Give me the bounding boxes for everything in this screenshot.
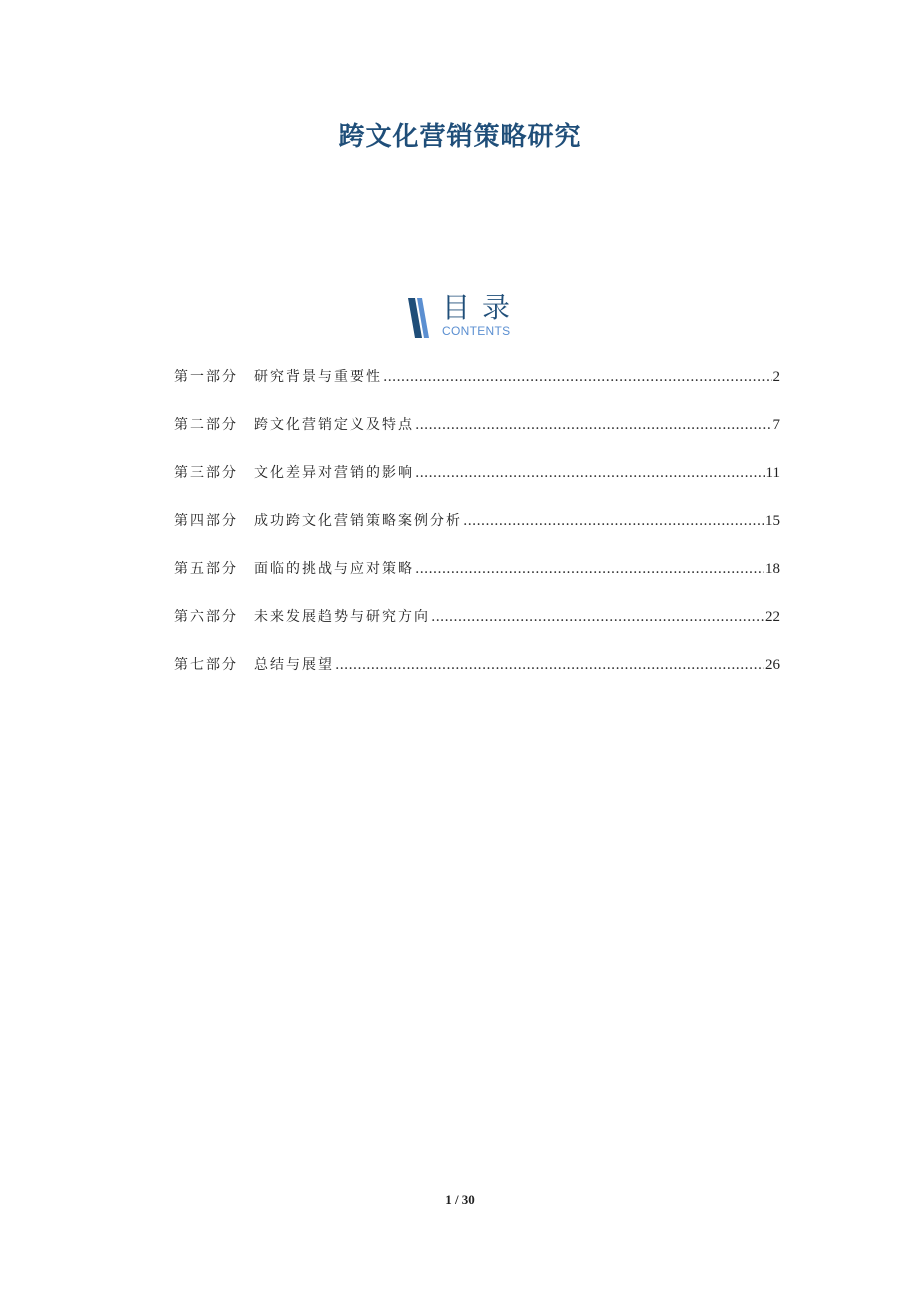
toc-dot-leader (335, 654, 764, 676)
toc-entry-page: 7 (772, 417, 780, 433)
page-number: 1 / 30 (445, 1192, 475, 1207)
toc-dot-leader (415, 558, 764, 580)
toc-dot-leader (383, 366, 772, 388)
toc-entry[interactable] (174, 606, 780, 654)
toc-entry-title: 文化差异对营销的影响 (254, 465, 414, 481)
toc-entry-part: 第七部分 (174, 657, 238, 673)
toc-entry-title: 面临的挑战与应对策略 (254, 561, 414, 577)
toc-entry-page: 11 (765, 465, 780, 481)
toc-dot-leader (415, 462, 765, 484)
toc-entry-title: 研究背景与重要性 (254, 369, 382, 385)
toc-entry-title: 未来发展趋势与研究方向 (254, 609, 430, 625)
toc-entry-part: 第一部分 (174, 369, 238, 385)
toc-dot-leader (431, 606, 764, 628)
toc-entry-title: 成功跨文化营销策略案例分析 (254, 513, 462, 529)
toc-entry-page: 2 (772, 369, 780, 385)
toc-entry[interactable] (174, 558, 780, 606)
toc-entry-part: 第六部分 (174, 609, 238, 625)
table-of-contents (174, 366, 780, 702)
document-title: 跨文化营销策略研究 (338, 122, 582, 152)
toc-heading: 目录 (442, 291, 523, 324)
toc-entry-part: 第三部分 (174, 465, 238, 481)
toc-book-icon (406, 296, 434, 340)
toc-entry-title: 总结与展望 (254, 657, 334, 673)
toc-entry[interactable] (174, 510, 780, 558)
toc-entry-part: 第二部分 (174, 417, 238, 433)
toc-entry-page: 15 (765, 513, 780, 529)
toc-header (406, 292, 526, 342)
toc-entry-page: 22 (765, 609, 780, 625)
toc-dot-leader (463, 510, 764, 532)
toc-entry-title: 跨文化营销定义及特点 (254, 417, 414, 433)
toc-dot-leader (415, 414, 772, 436)
toc-entry[interactable] (174, 366, 780, 414)
toc-entry-part: 第五部分 (174, 561, 238, 577)
toc-entry[interactable] (174, 462, 780, 510)
toc-entry-part: 第四部分 (174, 513, 238, 529)
toc-entry-page: 26 (765, 657, 780, 673)
toc-entry[interactable] (174, 654, 780, 702)
toc-entry[interactable] (174, 414, 780, 462)
toc-entry-page: 18 (765, 561, 780, 577)
toc-subheading: CONTENTS (442, 324, 511, 338)
